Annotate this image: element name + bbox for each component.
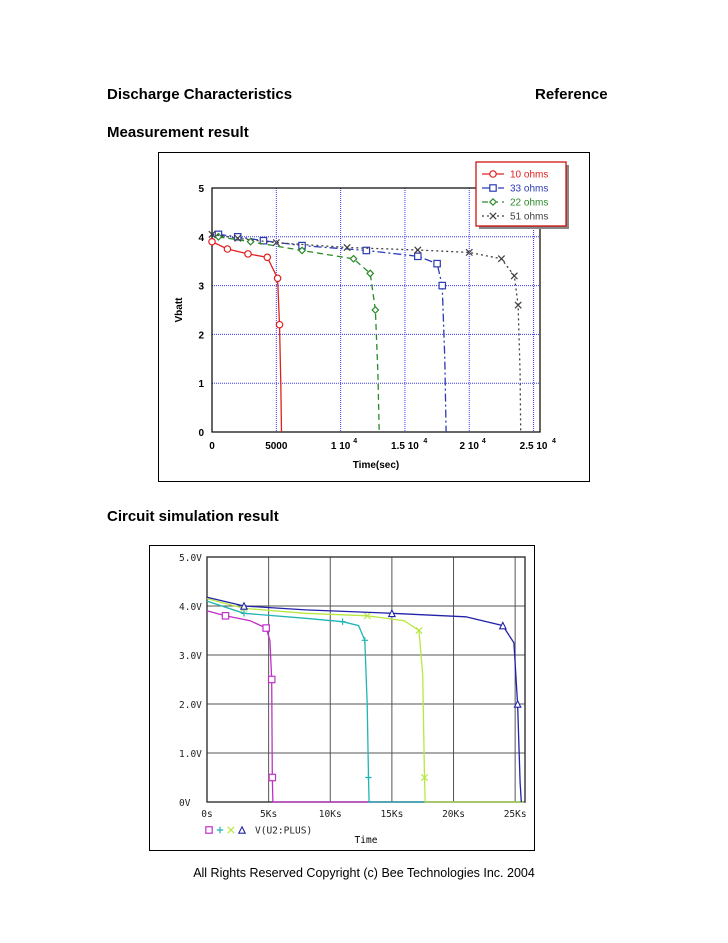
measurement-chart	[158, 152, 590, 482]
y-tick-label: 0V	[179, 798, 191, 809]
data-point	[224, 246, 230, 252]
legend-marker	[490, 171, 496, 177]
y-axis-label: Vbatt	[174, 297, 185, 323]
x-tick-label: 0s	[201, 809, 213, 820]
reference-label: Reference	[535, 86, 608, 103]
legend-entry: 22 ohms	[510, 197, 549, 209]
x-tick-label: 20Ks	[442, 809, 465, 820]
x-tick-label: 0	[209, 441, 215, 452]
x-tick-label: 1.5 10	[391, 441, 419, 452]
simulation-heading: Circuit simulation result	[107, 508, 279, 525]
x-tick-label: 25Ks	[503, 809, 527, 820]
legend-marker	[206, 827, 212, 833]
x-tick-label: 2 10	[459, 441, 479, 452]
x-tick-label: 1 10	[330, 441, 351, 452]
x-tick-label: 5Ks	[260, 809, 278, 820]
x-tick-label: 2.5 10	[519, 441, 548, 452]
legend-entry: 10 ohms	[510, 169, 549, 181]
data-point	[439, 282, 445, 288]
y-tick-label: 5.0V	[179, 553, 202, 564]
legend-marker	[490, 185, 496, 191]
data-point	[264, 254, 270, 260]
legend-entry: V(U2:PLUS)	[255, 825, 313, 837]
x-tick-exponent: 4	[551, 438, 556, 445]
legend-entry: 33 ohms	[510, 183, 549, 195]
data-point	[274, 275, 280, 281]
y-tick-label: 3.0V	[179, 651, 202, 662]
data-point	[209, 238, 215, 244]
y-tick-label: 2	[198, 330, 204, 342]
y-tick-label: 0	[198, 428, 204, 439]
data-point	[245, 251, 251, 257]
y-tick-label: 1	[198, 379, 204, 391]
x-axis-label: Time(sec)	[352, 460, 400, 471]
y-tick-label: 1.0V	[179, 749, 202, 760]
data-point	[415, 253, 421, 259]
x-tick-exponent: 4	[353, 438, 358, 445]
x-tick-label: 10Ks	[318, 809, 342, 820]
data-point	[276, 321, 282, 327]
y-tick-label: 2.0V	[179, 700, 202, 711]
legend	[476, 162, 569, 229]
x-tick-exponent: 4	[481, 438, 486, 445]
measurement-heading: Measurement result	[107, 124, 249, 141]
y-tick-label: 5	[198, 184, 204, 195]
data-point	[269, 676, 275, 682]
copyright-footer: All Rights Reserved Copyright (c) Bee Technologies Inc. 2004	[193, 866, 535, 880]
legend-entry: 51 ohms	[510, 211, 549, 223]
x-tick-exponent: 4	[423, 438, 428, 445]
simulation-chart	[149, 545, 535, 851]
data-point	[269, 774, 275, 780]
x-tick-label: 5000	[265, 441, 288, 452]
data-point	[222, 613, 228, 619]
x-axis-label: Time	[354, 835, 378, 846]
y-tick-label: 3	[198, 281, 204, 293]
x-tick-label: 15Ks	[380, 809, 404, 820]
page-title: Discharge Characteristics	[107, 86, 293, 103]
data-point	[263, 625, 269, 631]
y-tick-label: 4	[198, 232, 204, 244]
data-point	[434, 260, 440, 266]
y-tick-label: 4.0V	[179, 602, 202, 613]
